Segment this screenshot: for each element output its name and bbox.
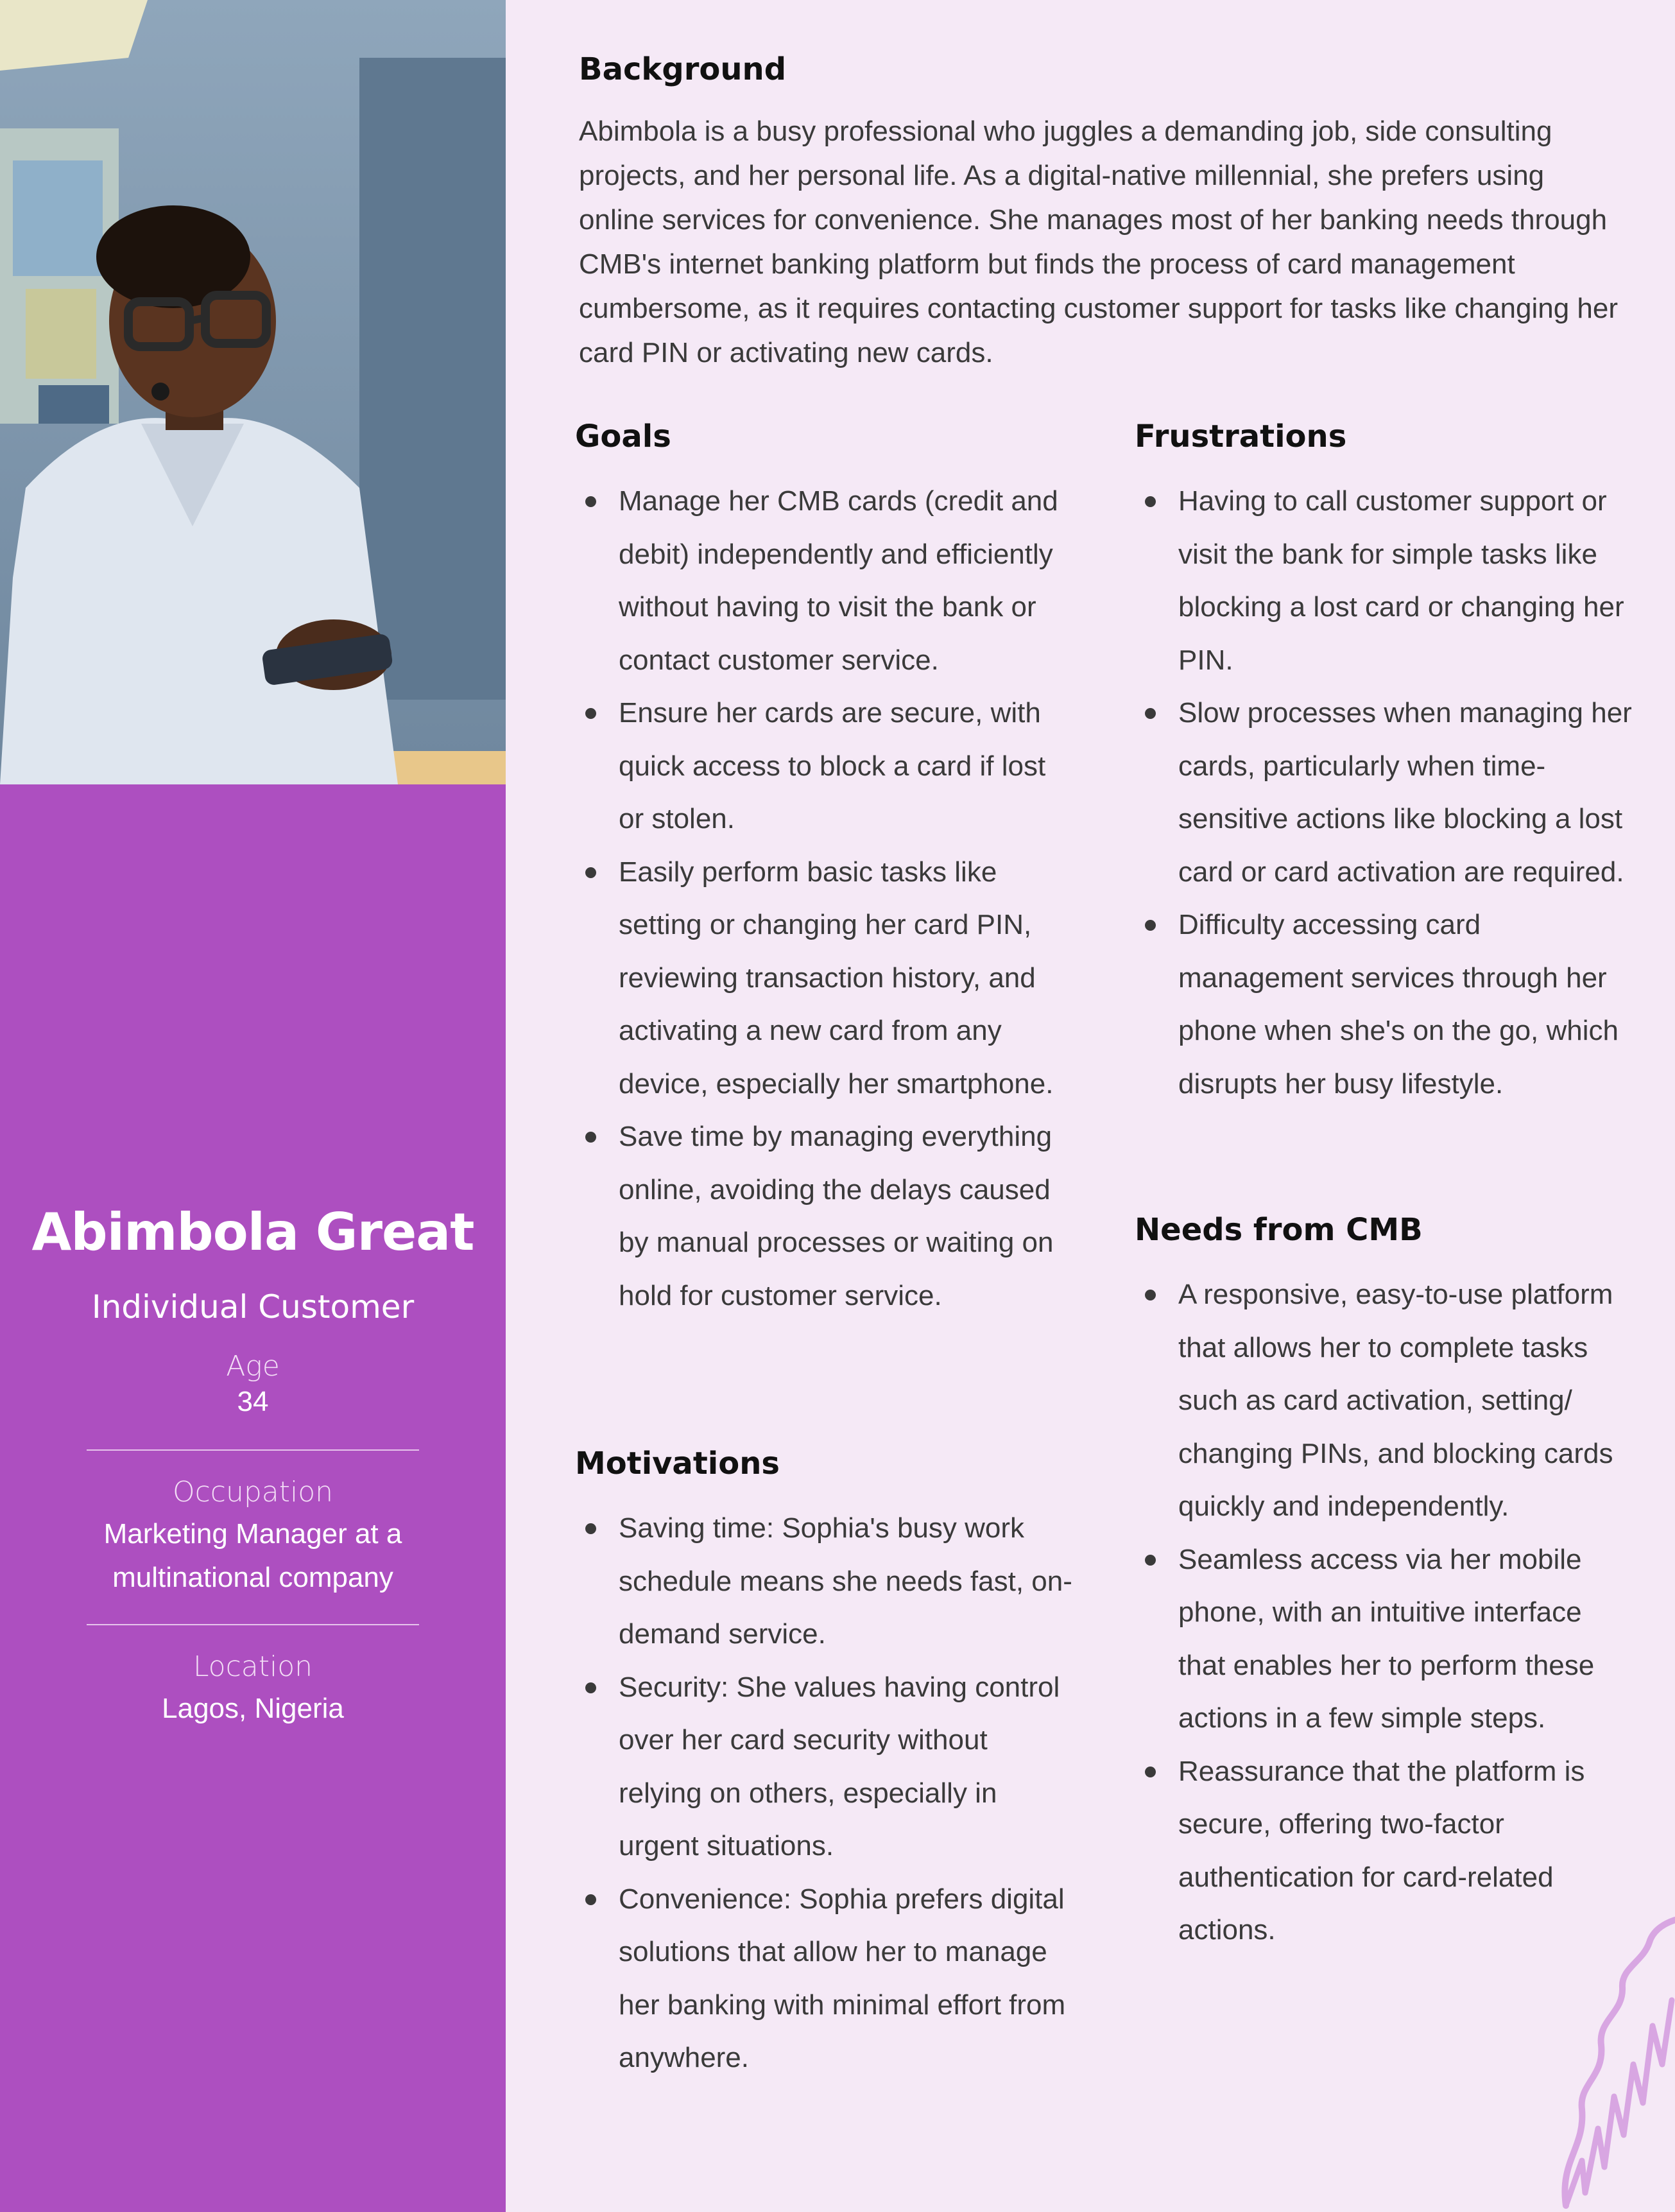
location-label: Location: [193, 1650, 313, 1683]
frustrations-heading: Frustrations: [1135, 419, 1347, 454]
list-item: Having to call customer support or visit the bank for simple tasks like blocking a lost card or changing her PIN.: [1135, 475, 1635, 687]
list-item: Saving time: Sophia's busy work schedule means she needs fast, on-demand service.: [575, 1502, 1076, 1661]
list-item: Easily perform basic tasks like setting or changing her card PIN, reviewing transaction history, and activating a new card from any device, especially her smartphone.: [575, 846, 1076, 1111]
age-label: Age: [226, 1350, 280, 1383]
background-heading: Background: [579, 51, 787, 87]
location-value: Lagos, Nigeria: [162, 1693, 344, 1724]
list-item: A responsive, easy-to-use platform that allows her to complete tasks such as card activation, setting/ changing PINs, and blocking cards quickly and independently.: [1135, 1268, 1635, 1534]
age-value: 34: [237, 1386, 269, 1417]
goals-list: [575, 475, 1076, 1322]
list-item: Manage her CMB cards (credit and debit) independently and efficiently without having to visit the bank or contact customer service.: [575, 475, 1076, 687]
list-item: Reassurance that the platform is secure, offering two-factor authentication for card-related actions.: [1135, 1745, 1635, 1957]
goals-heading: Goals: [575, 419, 671, 454]
motivations-heading: Motivations: [575, 1446, 780, 1482]
list-item: Difficulty accessing card management services through her phone when she's on the go, which disrupts her busy lifestyle.: [1135, 899, 1635, 1110]
persona-photo: [0, 0, 506, 784]
persona-role: Individual Customer: [91, 1288, 415, 1326]
occupation-label: Occupation: [172, 1476, 334, 1508]
squiggle-decoration: [1547, 1917, 1675, 2212]
needs-heading: Needs from CMB: [1135, 1212, 1423, 1248]
list-item: Convenience: Sophia prefers digital solutions that allow her to manage her banking with minimal effort from anywhere.: [575, 1873, 1076, 2085]
background-text: Abimbola is a busy professional who juggles a demanding job, side consulting projects, and her personal life. As a digital-native millennial, she prefers using online services for convenience. She manages most of her banking needs through CMB's internet banking platform but finds the process of card management cumbersome, as it requires contacting customer support for tasks like changing her card PIN or activating new cards.: [579, 116, 1618, 368]
divider: [87, 1624, 419, 1625]
list-item: Ensure her cards are secure, with quick access to block a card if lost or stolen.: [575, 687, 1076, 846]
needs-list: [1135, 1268, 1635, 1957]
frustrations-list: [1135, 475, 1635, 1110]
list-item: Save time by managing everything online, avoiding the delays caused by manual processes or waiting on hold for customer service.: [575, 1110, 1076, 1322]
list-item: Security: She values having control over her card security without relying on others, especially in urgent situations.: [575, 1661, 1076, 1873]
list-item: Slow processes when managing her cards, particularly when time-sensitive actions like blocking a lost card or card activation are required.: [1135, 687, 1635, 899]
occupation-value-line1: Marketing Manager at a: [103, 1518, 402, 1550]
list-item: Seamless access via her mobile phone, with an intuitive interface that enables her to perform these actions in a few simple steps.: [1135, 1534, 1635, 1745]
persona-details: [506, 0, 1675, 2212]
profile-summary: [0, 1200, 506, 1731]
divider: [87, 1449, 419, 1451]
motivations-list: [575, 1502, 1076, 2085]
occupation-value-line2: multinational company: [112, 1562, 393, 1593]
persona-name: Abimbola Great: [31, 1202, 474, 1262]
profile-sidebar: [0, 0, 506, 2212]
